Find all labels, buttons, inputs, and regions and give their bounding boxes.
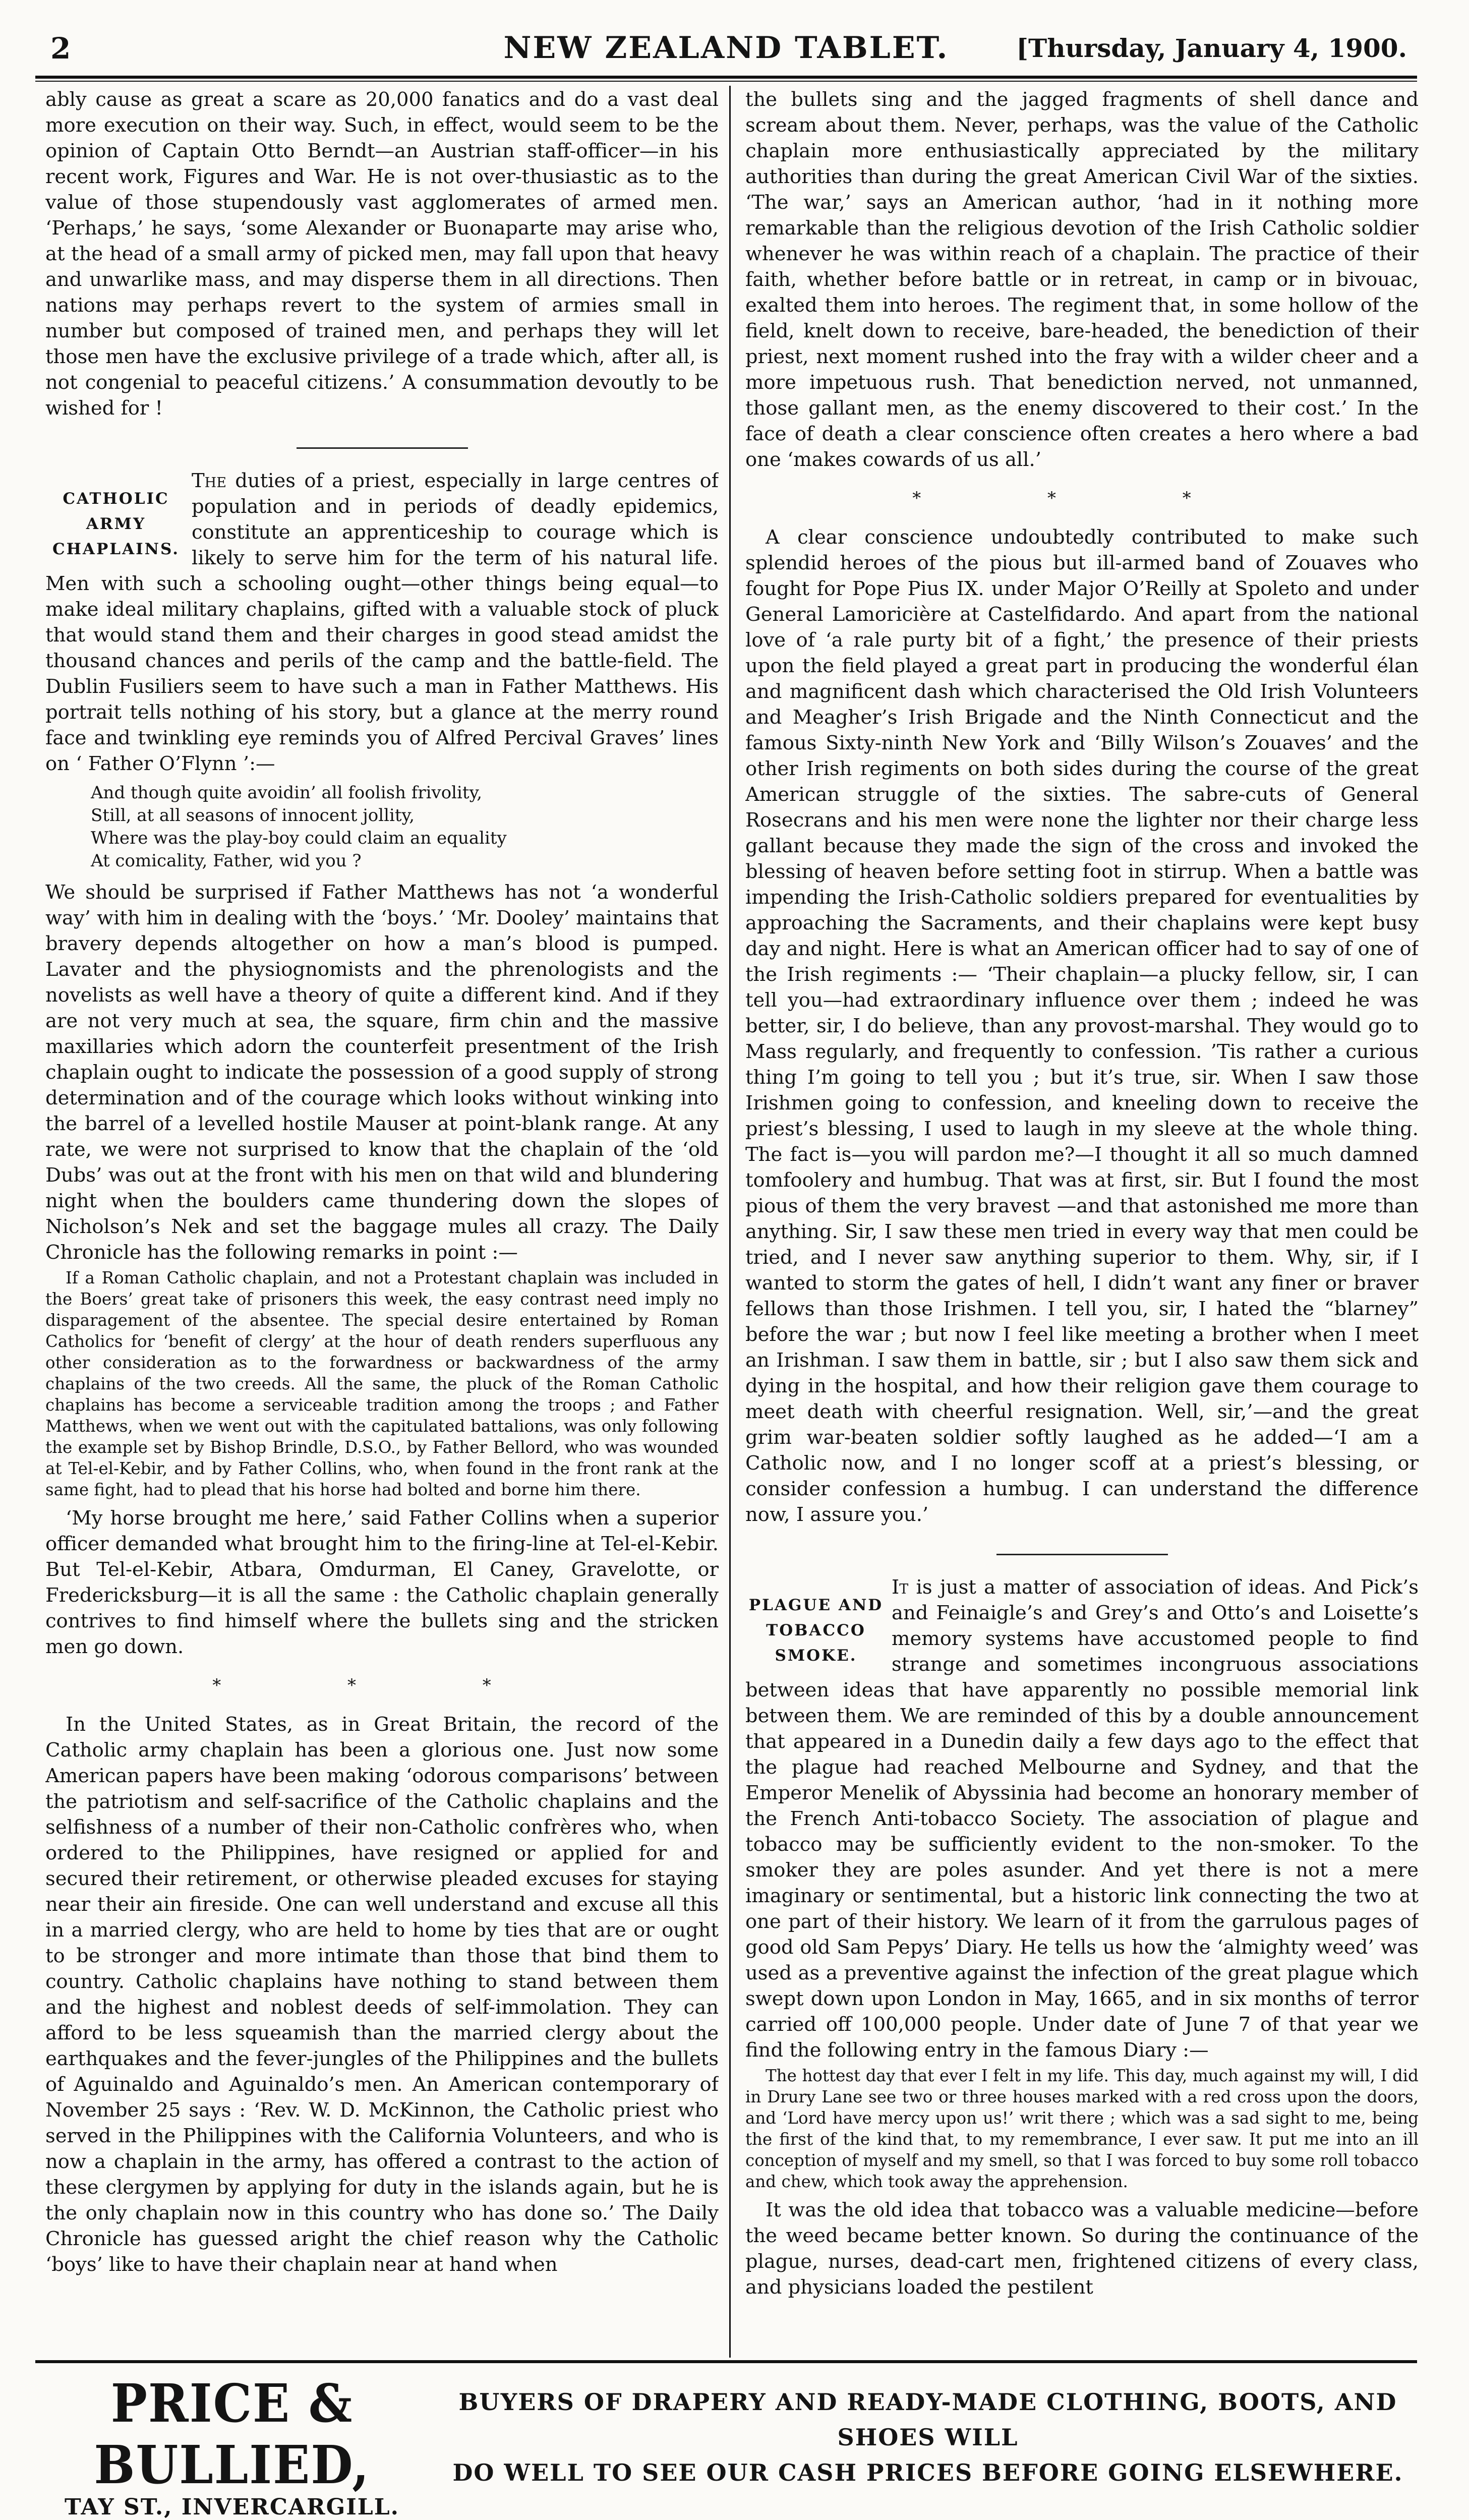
sidehead-line: SMOKE. [775,1647,857,1665]
plague-paragraph-1-text: is just a matter of association of ideas. And Pick’s and Feinaigle’s and Grey’s and Otto’s and Loisette’s memory systems have accustomed people to find strange and sometimes incongruous associations between ideas that have apparently no possible memorial link between them. We are reminded of this by a double announcement that appeared in a Dunedin daily a few days ago to the effect that the plague had reached Melbourne and Sydney, and that the Emperor Menelik of Abyssinia had become an honorary member of the French Anti-tobacco Society. The association of plague and tobacco may be sufficiently evident to the non-smoker. To the smoker they are poles asunder. And yet there is not a mere imaginary or sentimental, but a historic link connecting the two at one part of their history. We learn of it from the garrulous pages of good old Sam Pepys’ Diary. He tells us how the ‘almighty weed’ was used as a preventive against the infection of the great plague which swept down upon London in May, 1665, and in six months of terror carried off 100,000 people. Under date of June 7 of that year we find the following entry in the famous Diary :— [745,1576,1419,2062]
advertisement-line-1: BUYERS OF DRAPERY AND READY-MADE CLOTHING, BOOTS, AND SHOES WILL [458,2388,1397,2451]
section-separator [996,1554,1168,1555]
issue-date: [Thursday, January 4, 1900. [1016,33,1407,63]
section-catholic-army-chaplains [45,468,719,777]
sidehead-plague-and-tobacco [745,1593,887,1668]
advertiser-address: TAY ST., INVERCARGILL. [65,2494,399,2520]
advertisement-message [439,2384,1417,2490]
advertisement-line-2: DO WELL TO SEE OUR CASH PRICES BEFORE GOING ELSEWHERE. [452,2459,1403,2486]
drop-word: The [192,470,226,492]
chaplains-paragraph-3: ‘My horse brought me here,’ said Father Collins when a superior officer demanded what brought him to the firing-line at Tel-el-Kebir. But Tel-el-Kebir, Atbara, Omdurman, El Caney, Gravelotte, or Fredericksburg—it is all the same : the Catholic chaplain generally contrives to find himself where the bullets sing and the stricken men go down. [45,1507,719,1658]
verse-line: At comicality, Father, wid you ? [91,851,362,871]
right-column [745,87,1419,2356]
quote-text: The hottest day that ever I felt in my life. This day, much against my will, I did in Drury Lane see two or three houses marked with a red cross upon the doors, and ‘Lord have mercy upon us!’ writ there ; which was a sad sight to me, being the first of the kind that, to my remembrance, I ever saw. It put me into an ill conception of myself and my smell, so that I was forced to buy some roll tobacco and chew, which took away the apprehension. [745,2066,1419,2191]
chaplains-paragraph-2: We should be surprised if Father Matthews has not ‘a wonderful way’ with him in dealing with the ‘boys.’ ‘Mr. Dooley’ maintains that bravery depends altogether on how a man’s blood is pumped. Lavater and the physiognomists and the phrenologists and the novelists as well have a theory of quite a different kind. And if they are not very much at sea, the square, firm chin and the massive maxillaries which adorn the counterfeit presentment of the Irish chaplain ought to indicate the possession of a good supply of strong determination and of the courage which looks without winking into the barrel of a levelled hostile Mauser at point-blank range. At any rate, we were not surprised to know that the chaplain of the ‘old Dubs’ was out at the front with his men on that wild and blundering night when the boulders came thundering down the slopes of Nicholson’s Nek and set the baggage mules all crazy. The Daily Chronicle has the following remarks in point :— [45,881,719,1264]
chaplains-paragraph-1-text: duties of a priest, especially in large centres of population and in periods of deadly epidemics, constitute an apprenticeship to courage which is likely to serve him for the term of his natural life. Men with such a schooling ought—other things being equal—to make ideal military chaplains, gifted with a valuable stock of pluck that would stand them and their charges in good stead amidst the thousand chances and perils of the camp and the battle-field. The Dublin Fusiliers seem to have such a man in Father Matthews. His portrait tells nothing of his story, but a glance at the merry round face and twinkling eye reminds you of Alfred Percival Graves’ lines on ‘ Father O’Flynn ’:— [45,470,719,775]
masthead-title: NEW ZEALAND TABLET. [503,30,949,66]
section-plague-and-tobacco [745,1574,1419,2063]
sidehead-line: PLAGUE AND [748,1596,884,1614]
verse-line: And though quite avoidin’ all foolish frivolity, [91,783,483,803]
intro-paragraph: ably cause as great a scare as 20,000 fanatics and do a vast deal more execution on their way. Such, in effect, would seem to be the opinion of Captain Otto Berndt—an Austrian staff-officer—in his recent work, Figures and War. He is not over-thusiastic as to the value of those stupendously vast agglomerates of armed men. ‘Perhaps,’ he says, ‘some Alexander or Buonaparte may arise who, at the head of a small army of picked men, may fall upon that heavy and unwarlike mass, and may disperse them in all directions. Then nations may perhaps revert to the system of armies small in number but composed of trained men, and perhaps they will let those men have the exclusive privilege of a trade which, after all, is not congenial to peaceful citizens.’ A consummation devoutly to be wished for ! [45,88,719,420]
page-number: 2 [50,31,71,66]
verse-line: Still, at all seasons of innocent jollity, [91,805,415,826]
footer-rule [35,2360,1417,2363]
sidehead-catholic-army-chaplains [45,486,187,562]
quote-text: If a Roman Catholic chaplain, and not a Protestant chaplain was included in the Boers’ great take of prisoners this week, the easy contrast need imply no disparagement of the absentee. The special desire entertained by Roman Catholics for ‘benefit of clergy’ at the hour of death renders superfluous any other consideration as to the forwardness or backwardness of the army chaplains of the two creeds. All the same, the pluck of the Roman Catholic chaplains has become a serviceable tradition among the troops ; and Father Matthews, when we went out with the capitulated battalions, was only following the example set by Bishop Brindle, D.S.O., by Father Bellord, who was wounded at Tel-el-Kebir, and by Father Collins, who, when found in the front rank at the same fight, had to plead that his horse had bolted and borne him there. [45,1268,719,1499]
left-column [45,87,719,2356]
chaplains-paragraph-4: In the United States, as in Great Britain, the record of the Catholic army chaplain has been a glorious one. Just now some American papers have been making ‘odorous comparisons’ between the patriotism and self-sacrifice of the Catholic chaplains and the selfishness of a number of their non-Catholic confrères who, when ordered to the Philippines, have resigned or applied for and secured their retirement, or otherwise pleaded excuses for staying near their ain fireside. One can well understand and excuse all this in a married clergy, who are held to home by ties that are or ought to be stronger and more intimate than those that bind them to country. Catholic chaplains have nothing to stand between them and the highest and noblest deeds of self-immolation. They can afford to be less squeamish than the married clergy about the earthquakes and the fever-jungles of the Philippines and the bullets of Aguinaldo and Aguinaldo’s men. An American contemporary of November 25 says : ‘Rev. W. D. McKinnon, the Catholic priest who served in the Philippines with the California Volunteers, and who is now a chaplain in the army, has offered a contrast to the action of these clergymen by applying for duty in the islands again, but he is the only chaplain now in this country who has done so.’ The Daily Chronicle has guessed aright the chief reason why the Catholic ‘boys’ like to have their chaplain near at hand when [45,1713,719,2276]
verse-father-oflynn [91,782,719,872]
advertisement-banner [35,2370,1417,2520]
zouaves-paragraph: A clear conscience undoubtedly contributed to make such splendid heroes of the pious but ill-armed band of Zouaves who fought for Pope Pius IX. under Major O’Reilly at Spoleto and under General Lamoricière at Castelfidardo. And apart from the national love of ‘a rale purty bit of a fight,’ the presence of their priests upon the field played a great part in producing the wonderful élan and magnificent dash which characterised the Old Irish Volunteers and Meagher’s Irish Brigade and the Ninth Connecticut and the famous Sixty-ninth New York and ‘Billy Wilson’s Zouaves’ and the other Irish regiments on both sides during the course of the great American struggle of the sixties. The sabre-cuts of General Rosecrans and his men were none the lighter nor their charge less gallant because they made the sign of the cross and invoked the blessing of heaven before setting foot in stirrup. When a battle was impending the Irish-Catholic soldiers prepared for eventualities by approaching the Sacraments, and their chaplains were kept busy day and night. Here is what an American officer had to say of one of the Irish regiments :— ‘Their chaplain—a plucky fellow, sir, I can tell you—had extraordinary influence over them ; indeed he was better, sir, I do believe, than any provost-marshal. They would go to Mass regularly, and frequently to confession. ’Tis rather a curious thing I’m going to tell you ; but it’s true, sir. When I saw those Irishmen going to confession, and kneeling down to receive the priest’s blessing, I used to laugh in my sleeve at the whole thing. The fact is—you will pardon me?—I thought it all so much damned tomfoolery and humbug. That was at first, sir. But I found the most pious of them the very bravest —and that astonished me more than anything. Sir, I saw these men tried in every way that men could be tried, and I never saw anything superior to them. Why, sir, if I wanted to storm the gates of hell, I didn’t want any finer or braver fellows than those Irishmen. I tell you, sir, I hated the “blarney” before the war ; but now I feel like meeting a brother when I meet an Irishman. I saw them in battle, sir ; but I also saw them sick and dying in the hospital, and how their religion gave them courage to meet death with cheerful resignation. Well, sir,’—and the great grim war-beaten soldier softly laughed as he added—‘I am a Catholic now, and I no longer scoff at a priest’s blessing, or consider confession a humbug. I can understand the difference now, I assure you.’ [745,526,1419,1526]
column-divider [729,86,731,2358]
sidehead-line: ARMY [86,515,146,533]
advertiser-brand [45,2372,419,2520]
civil-war-paragraph: the bullets sing and the jagged fragments of shell dance and scream about them. Never, perhaps, was the value of the Catholic chaplain more enthusiastically appreciated by the military authorities than during the great American Civil War of the sixties. ‘The war,’ says an American author, ‘had in it nothing more remarkable than the religious devotion of the Irish Catholic soldier whenever he was within reach of a chaplain. The practice of their faith, whether before battle or in retreat, in camp or in bivouac, exalted them into heroes. The regiment that, in some hollow of the field, knelt down to receive, bare-headed, the benediction of their priest, next moment rushed into the fray with a wilder cheer and a more impetuous rush. That benediction nerved, not unmanned, those gallant men, as the enemy discovered to their cost.’ In the face of death a clear conscience often creates a hero where a bad one ‘makes cowards of us all.’ [745,88,1419,471]
verse-line: Where was the play-boy could claim an equality [91,828,507,848]
sidehead-line: TOBACCO [766,1621,866,1639]
plague-paragraph-2: It was the old idea that tobacco was a valuable medicine—before the weed became better known. So during the continuance of the plague, nurses, dead-cart men, frightened citizens of every class, and physicians loaded the pestilent [745,2199,1419,2299]
daily-chronicle-quote [45,1267,719,1500]
header-rule [35,76,1417,82]
advertiser-name: PRICE & BULLIED, [94,2372,370,2496]
section-stars: * * * [212,1675,552,1695]
sidehead-line: CHAPLAINS. [52,540,180,558]
page-header [35,29,1417,76]
pepys-diary-quote [745,2065,1419,2192]
section-separator [297,447,468,449]
section-stars: * * * [912,488,1252,508]
drop-word: It [892,1576,909,1599]
sidehead-line: CATHOLIC [63,490,169,508]
